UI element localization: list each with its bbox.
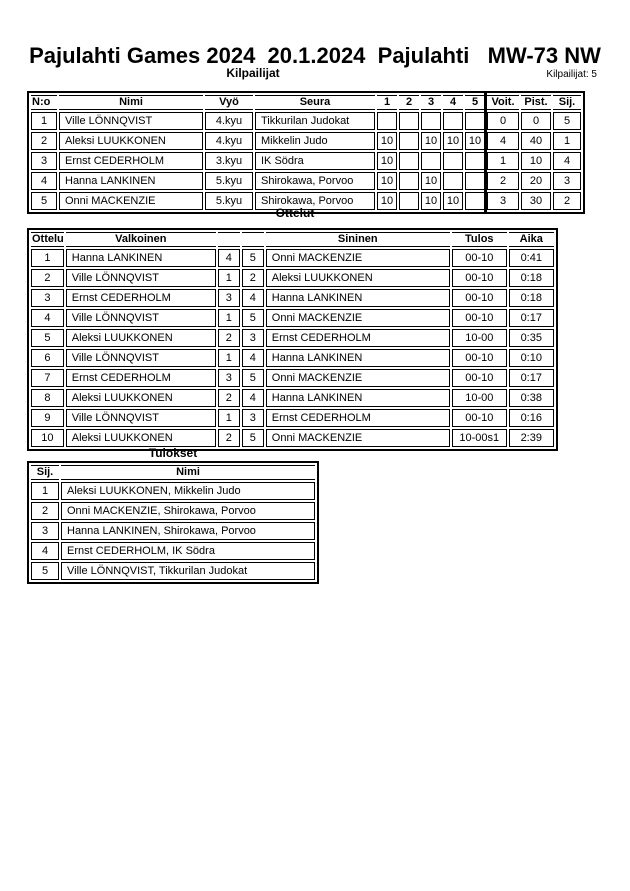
header-place: Sij. bbox=[553, 95, 581, 110]
competitors-section-heading: Kilpailijat bbox=[226, 66, 280, 80]
score-cell: 10 bbox=[421, 172, 441, 190]
competitor-name: Onni MACKENZIE bbox=[59, 192, 203, 210]
result-cell: 00-10 bbox=[452, 369, 507, 387]
matches-header-row bbox=[31, 232, 554, 247]
score-cell: 10 bbox=[377, 172, 397, 190]
place-cell: 5 bbox=[553, 112, 581, 130]
matches-table-wrapper bbox=[27, 228, 558, 451]
score-cell: 10 bbox=[443, 192, 463, 210]
competitor-no: 5 bbox=[31, 192, 57, 210]
header-club: Seura bbox=[255, 95, 375, 110]
time-cell: 0:18 bbox=[509, 269, 554, 287]
result-place: 5 bbox=[31, 562, 59, 580]
header-wins: Voit. bbox=[487, 95, 519, 110]
competitor-belt: 5.kyu bbox=[205, 192, 253, 210]
points-cell: 0 bbox=[521, 112, 551, 130]
score-cell: 10 bbox=[443, 132, 463, 150]
header-name: Nimi bbox=[61, 465, 315, 480]
score-cell: 10 bbox=[465, 132, 485, 150]
score-cell bbox=[399, 152, 419, 170]
competitor-club: IK Södra bbox=[255, 152, 375, 170]
match-no: 8 bbox=[31, 389, 64, 407]
table-row bbox=[31, 289, 554, 307]
table-row bbox=[31, 369, 554, 387]
result-name: Onni MACKENZIE, Shirokawa, Porvoo bbox=[61, 502, 315, 520]
table-row bbox=[31, 329, 554, 347]
points-cell: 30 bbox=[521, 192, 551, 210]
white-name: Hanna LANKINEN bbox=[66, 249, 216, 267]
time-cell: 0:38 bbox=[509, 389, 554, 407]
competitor-belt: 5.kyu bbox=[205, 172, 253, 190]
header-white: Valkoinen bbox=[66, 232, 216, 247]
white-no: 1 bbox=[218, 349, 240, 367]
result-name: Aleksi LUUKKONEN, Mikkelin Judo bbox=[61, 482, 315, 500]
time-cell: 0:10 bbox=[509, 349, 554, 367]
blue-name: Onni MACKENZIE bbox=[266, 249, 450, 267]
result-name: Ville LÖNNQVIST, Tikkurilan Judokat bbox=[61, 562, 315, 580]
header-no: N:o bbox=[31, 95, 57, 110]
matches-table bbox=[27, 228, 558, 451]
header-white-no bbox=[218, 232, 240, 247]
blue-name: Onni MACKENZIE bbox=[266, 369, 450, 387]
table-row bbox=[31, 542, 315, 560]
competitor-no: 2 bbox=[31, 132, 57, 150]
blue-name: Aleksi LUUKKONEN bbox=[266, 269, 450, 287]
blue-no: 4 bbox=[242, 349, 264, 367]
white-name: Ville LÖNNQVIST bbox=[66, 409, 216, 427]
competitor-name: Hanna LANKINEN bbox=[59, 172, 203, 190]
score-cell bbox=[465, 172, 485, 190]
table-row bbox=[31, 132, 581, 150]
points-cell: 20 bbox=[521, 172, 551, 190]
competitor-club: Shirokawa, Porvoo bbox=[255, 192, 375, 210]
match-no: 4 bbox=[31, 309, 64, 327]
place-cell: 1 bbox=[553, 132, 581, 150]
header-points: Pist. bbox=[521, 95, 551, 110]
score-cell bbox=[443, 112, 463, 130]
white-no: 1 bbox=[218, 309, 240, 327]
table-row bbox=[31, 482, 315, 500]
result-place: 2 bbox=[31, 502, 59, 520]
competitors-table-wrapper bbox=[27, 91, 585, 214]
blue-name: Ernst CEDERHOLM bbox=[266, 409, 450, 427]
blue-name: Hanna LANKINEN bbox=[266, 389, 450, 407]
table-row bbox=[31, 389, 554, 407]
header-place: Sij. bbox=[31, 465, 59, 480]
white-name: Aleksi LUUKKONEN bbox=[66, 389, 216, 407]
result-cell: 00-10 bbox=[452, 349, 507, 367]
table-row bbox=[31, 269, 554, 287]
competitor-club: Shirokawa, Porvoo bbox=[255, 172, 375, 190]
table-row bbox=[31, 112, 581, 130]
white-name: Aleksi LUUKKONEN bbox=[66, 429, 216, 447]
competitor-no: 1 bbox=[31, 112, 57, 130]
score-cell bbox=[421, 152, 441, 170]
blue-no: 3 bbox=[242, 409, 264, 427]
table-row bbox=[31, 522, 315, 540]
header-round-1: 1 bbox=[377, 95, 397, 110]
white-no: 4 bbox=[218, 249, 240, 267]
result-cell: 00-10 bbox=[452, 309, 507, 327]
header-round-3: 3 bbox=[421, 95, 441, 110]
white-no: 2 bbox=[218, 389, 240, 407]
score-cell bbox=[421, 112, 441, 130]
result-name: Hanna LANKINEN, Shirokawa, Porvoo bbox=[61, 522, 315, 540]
header-round-5: 5 bbox=[465, 95, 485, 110]
place-cell: 4 bbox=[553, 152, 581, 170]
blue-no: 4 bbox=[242, 389, 264, 407]
white-name: Aleksi LUUKKONEN bbox=[66, 329, 216, 347]
score-cell bbox=[399, 132, 419, 150]
result-place: 4 bbox=[31, 542, 59, 560]
time-cell: 0:16 bbox=[509, 409, 554, 427]
place-cell: 3 bbox=[553, 172, 581, 190]
header-time: Aika bbox=[509, 232, 554, 247]
score-cell bbox=[399, 112, 419, 130]
white-no: 1 bbox=[218, 269, 240, 287]
points-cell: 10 bbox=[521, 152, 551, 170]
competitors-header-row bbox=[31, 95, 581, 110]
white-name: Ernst CEDERHOLM bbox=[66, 369, 216, 387]
result-cell: 00-10 bbox=[452, 249, 507, 267]
competitor-count-label: Kilpailijat: 5 bbox=[546, 69, 597, 80]
score-cell: 10 bbox=[377, 192, 397, 210]
results-table-wrapper bbox=[27, 461, 319, 584]
white-no: 3 bbox=[218, 289, 240, 307]
time-cell: 2:39 bbox=[509, 429, 554, 447]
wins-cell: 3 bbox=[487, 192, 519, 210]
white-name: Ville LÖNNQVIST bbox=[66, 269, 216, 287]
results-section-heading: Tulokset bbox=[148, 446, 198, 460]
match-no: 1 bbox=[31, 249, 64, 267]
white-no: 2 bbox=[218, 429, 240, 447]
competitor-name: Aleksi LUUKKONEN bbox=[59, 132, 203, 150]
result-place: 3 bbox=[31, 522, 59, 540]
blue-name: Hanna LANKINEN bbox=[266, 289, 450, 307]
table-row bbox=[31, 502, 315, 520]
header-round-2: 2 bbox=[399, 95, 419, 110]
blue-name: Ernst CEDERHOLM bbox=[266, 329, 450, 347]
match-no: 10 bbox=[31, 429, 64, 447]
place-cell: 2 bbox=[553, 192, 581, 210]
score-cell: 10 bbox=[377, 132, 397, 150]
score-results-divider bbox=[484, 91, 487, 214]
wins-cell: 4 bbox=[487, 132, 519, 150]
blue-name: Onni MACKENZIE bbox=[266, 429, 450, 447]
time-cell: 0:17 bbox=[509, 369, 554, 387]
blue-no: 5 bbox=[242, 429, 264, 447]
white-name: Ville LÖNNQVIST bbox=[66, 309, 216, 327]
competitor-no: 3 bbox=[31, 152, 57, 170]
blue-no: 3 bbox=[242, 329, 264, 347]
header-belt: Vyö bbox=[205, 95, 253, 110]
blue-name: Hanna LANKINEN bbox=[266, 349, 450, 367]
wins-cell: 1 bbox=[487, 152, 519, 170]
score-cell bbox=[443, 152, 463, 170]
match-no: 6 bbox=[31, 349, 64, 367]
score-cell: 10 bbox=[377, 152, 397, 170]
points-cell: 40 bbox=[521, 132, 551, 150]
score-cell bbox=[465, 152, 485, 170]
header-blue-no bbox=[242, 232, 264, 247]
white-name: Ernst CEDERHOLM bbox=[66, 289, 216, 307]
result-name: Ernst CEDERHOLM, IK Södra bbox=[61, 542, 315, 560]
match-no: 7 bbox=[31, 369, 64, 387]
blue-no: 5 bbox=[242, 309, 264, 327]
time-cell: 0:41 bbox=[509, 249, 554, 267]
competitor-belt: 3.kyu bbox=[205, 152, 253, 170]
result-place: 1 bbox=[31, 482, 59, 500]
header-result: Tulos bbox=[452, 232, 507, 247]
competitor-belt: 4.kyu bbox=[205, 112, 253, 130]
match-no: 9 bbox=[31, 409, 64, 427]
score-cell: 10 bbox=[421, 132, 441, 150]
match-no: 3 bbox=[31, 289, 64, 307]
blue-no: 2 bbox=[242, 269, 264, 287]
wins-cell: 2 bbox=[487, 172, 519, 190]
table-row bbox=[31, 309, 554, 327]
score-cell bbox=[399, 172, 419, 190]
header-name: Nimi bbox=[59, 95, 203, 110]
result-cell: 00-10 bbox=[452, 409, 507, 427]
header-blue: Sininen bbox=[266, 232, 450, 247]
blue-no: 4 bbox=[242, 289, 264, 307]
result-cell: 10-00s1 bbox=[452, 429, 507, 447]
match-no: 2 bbox=[31, 269, 64, 287]
time-cell: 0:18 bbox=[509, 289, 554, 307]
competitor-belt: 4.kyu bbox=[205, 132, 253, 150]
score-cell: 10 bbox=[421, 192, 441, 210]
table-row bbox=[31, 249, 554, 267]
blue-name: Onni MACKENZIE bbox=[266, 309, 450, 327]
result-cell: 00-10 bbox=[452, 289, 507, 307]
table-row bbox=[31, 152, 581, 170]
competitor-club: Tikkurilan Judokat bbox=[255, 112, 375, 130]
header-round-4: 4 bbox=[443, 95, 463, 110]
result-cell: 00-10 bbox=[452, 269, 507, 287]
white-name: Ville LÖNNQVIST bbox=[66, 349, 216, 367]
table-row bbox=[31, 172, 581, 190]
result-cell: 10-00 bbox=[452, 329, 507, 347]
competitor-name: Ernst CEDERHOLM bbox=[59, 152, 203, 170]
score-cell bbox=[465, 192, 485, 210]
table-row bbox=[31, 429, 554, 447]
table-row bbox=[31, 349, 554, 367]
time-cell: 0:17 bbox=[509, 309, 554, 327]
score-cell bbox=[465, 112, 485, 130]
table-row bbox=[31, 562, 315, 580]
time-cell: 0:35 bbox=[509, 329, 554, 347]
competitor-name: Ville LÖNNQVIST bbox=[59, 112, 203, 130]
white-no: 1 bbox=[218, 409, 240, 427]
score-cell bbox=[377, 112, 397, 130]
white-no: 3 bbox=[218, 369, 240, 387]
blue-no: 5 bbox=[242, 369, 264, 387]
blue-no: 5 bbox=[242, 249, 264, 267]
wins-cell: 0 bbox=[487, 112, 519, 130]
white-no: 2 bbox=[218, 329, 240, 347]
table-row bbox=[31, 409, 554, 427]
competitors-table bbox=[27, 91, 585, 214]
competitor-club: Mikkelin Judo bbox=[255, 132, 375, 150]
results-table bbox=[27, 461, 319, 584]
header-match: Ottelu bbox=[32, 233, 64, 245]
page-title: Pajulahti Games 2024 20.1.2024 Pajulahti MW-73 NW bbox=[29, 43, 601, 68]
score-cell bbox=[443, 172, 463, 190]
results-header-row bbox=[31, 465, 315, 480]
match-no: 5 bbox=[31, 329, 64, 347]
competitor-no: 4 bbox=[31, 172, 57, 190]
result-cell: 10-00 bbox=[452, 389, 507, 407]
matches-section-heading: Ottelut bbox=[275, 206, 315, 220]
